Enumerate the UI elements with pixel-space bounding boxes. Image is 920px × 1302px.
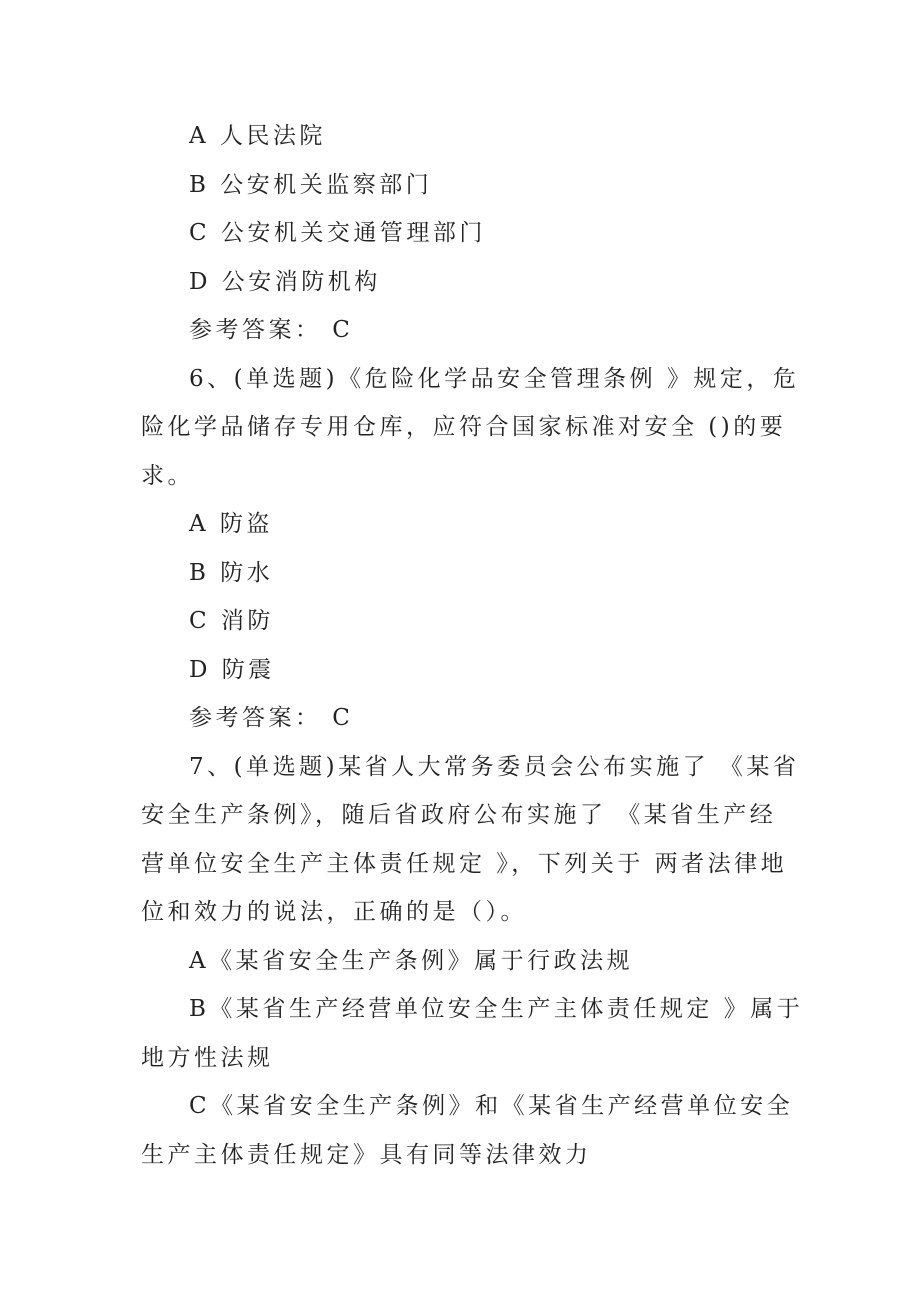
option-b-continued: 地方性法规	[141, 1044, 274, 1071]
option-d: D 公安消防机构	[189, 268, 381, 295]
option-a: A 防盗	[189, 511, 273, 537]
question-text: 6、(单选题)《危险化学品安全管理条例 》规定，危	[189, 365, 800, 392]
option-b: B 公安机关监察部门	[189, 171, 433, 198]
question-text: 7、(单选题)某省人大常务委员会公布实施了 《某省	[189, 753, 800, 780]
question-text: 险化学品储存专用仓库，应符合国家标准对安全 ()的要	[141, 414, 787, 440]
question-text: 安全生产条例》，随后省政府公布实施了 《某省生产经	[141, 802, 777, 828]
option-a: A 人民法院	[189, 123, 326, 149]
question-6-block	[141, 355, 800, 743]
reference-answer: 参考答案： C	[189, 317, 354, 343]
document-page	[141, 112, 804, 1179]
option-b: B 防水	[189, 559, 274, 586]
question-text: 求。	[141, 462, 194, 489]
option-c-continued: 生产主体责任规定》具有同等法律效力	[141, 1141, 592, 1168]
option-b: B《某省生产经营单位安全生产主体责任规定 》属于	[189, 996, 804, 1022]
question-5-block	[141, 112, 771, 355]
question-text: 营单位安全生产主体责任规定 》，下列关于 两者法律地	[141, 850, 788, 877]
option-c: C 消防	[189, 608, 274, 634]
option-a: A《某省安全生产条例》属于行政法规	[189, 947, 634, 974]
question-text: 位和效力的说法，正确的是（）。	[141, 899, 527, 925]
option-d: D 防震	[189, 656, 275, 683]
option-c: C《某省安全生产条例》和《某省生产经营单位安全	[189, 1093, 794, 1119]
option-c: C 公安机关交通管理部门	[189, 220, 486, 246]
question-7-block	[141, 743, 804, 1180]
reference-answer: 参考答案： C	[189, 705, 354, 731]
